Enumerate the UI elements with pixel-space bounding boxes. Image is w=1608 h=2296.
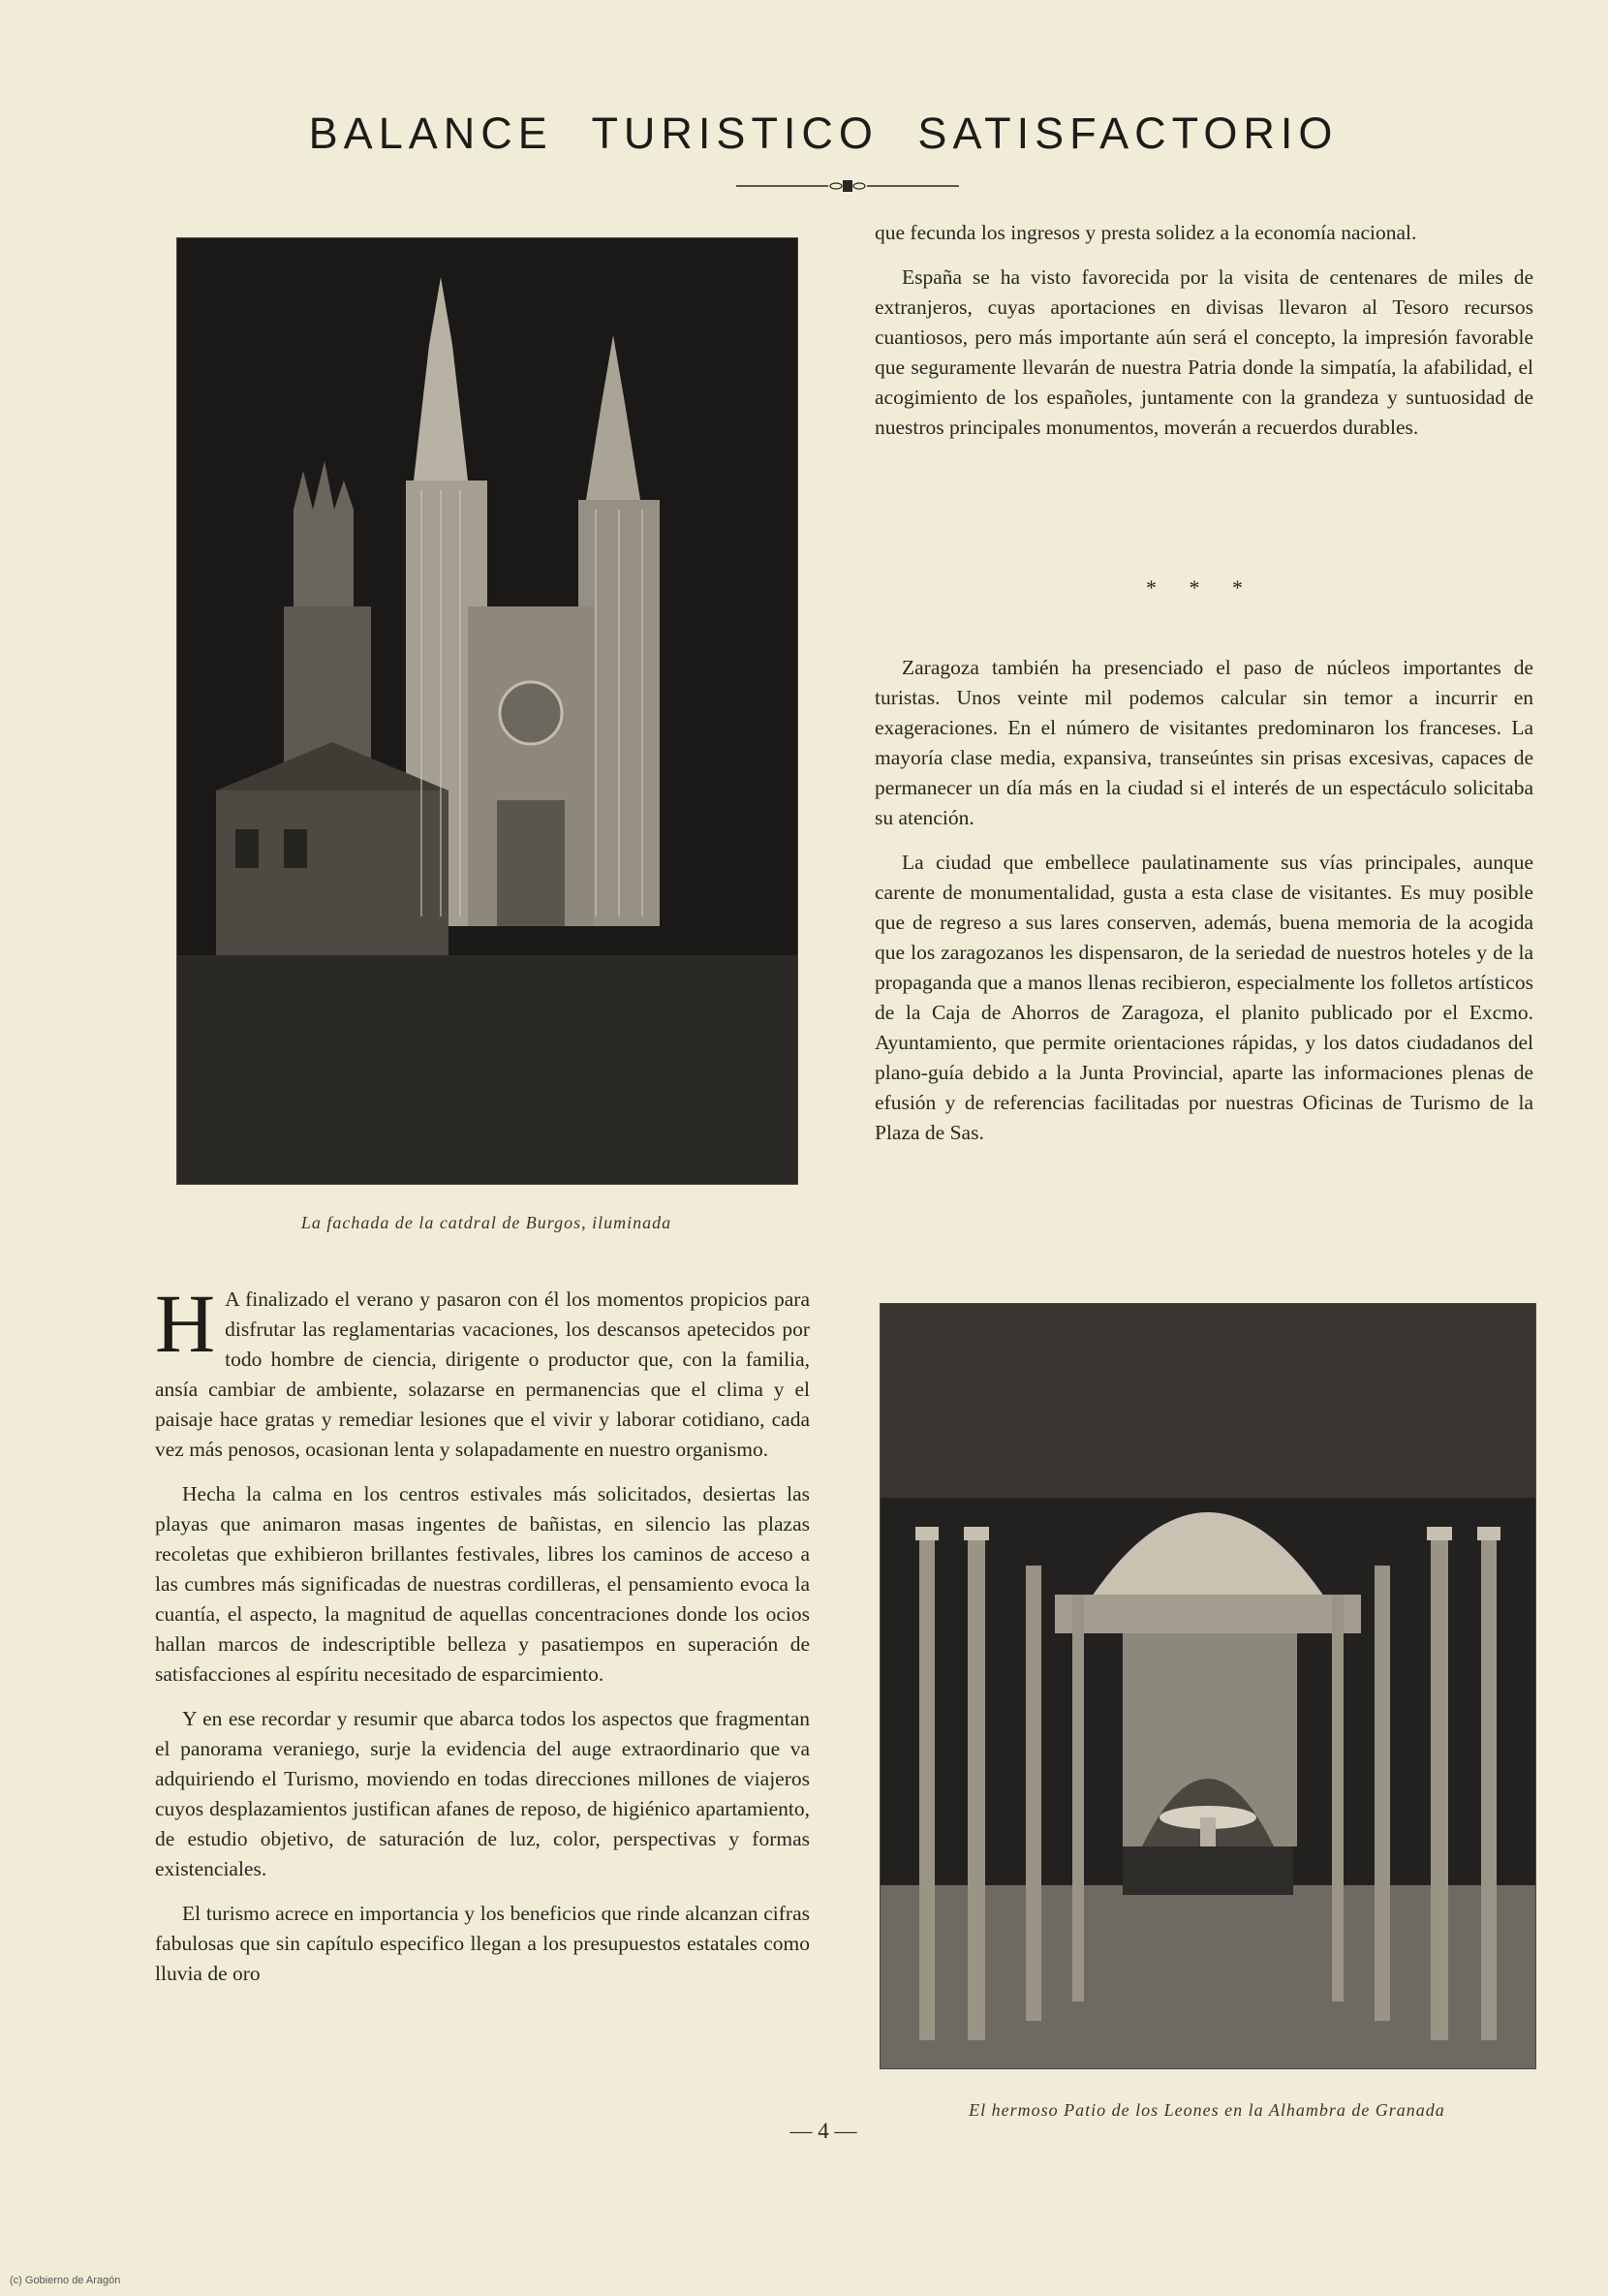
article-column-right-top	[875, 218, 1533, 457]
alhambra-photo-caption: El hermoso Patio de los Leones en la Alhambra de Granada	[969, 2100, 1445, 2120]
burgos-photo-caption: La fachada de la catdral de Burgos, iluminada	[300, 1213, 672, 1232]
paragraph: Zaragoza también ha presenciado el paso de núcleos importantes de turistas. Unos veinte mil podemos calcular sin temor a incurrir en exageraciones. En el número de visitantes predominaron los franceses. La mayoría clase media, expansiva, transeúntes sin prisas excesivas, capaces de permanecer un día más en la ciudad si el interés de un espectáculo solicitaba su atención.	[875, 656, 1533, 829]
paragraph: El turismo acrece en importancia y los beneficios que rinde alcanzan cifras fabulosas que sin capítulo especifico llegan a los presupuestos estatales como lluvia de oro	[155, 1902, 810, 1985]
alhambra-patio-photo	[880, 1303, 1536, 2069]
paragraph: que fecunda los ingresos y presta solidez a la economía nacional.	[875, 221, 1417, 244]
paragraph: La ciudad que embellece paulatinamente sus vías principales, aunque carente de monumentalidad, gusta a esta clase de visitantes. Es muy posible que de regreso a sus lares conserven, además, buena memoria de la acogida que los zaragozanos les dispensaron, de la seriedad de nuestros hoteles y de la propaganda que a manos llenas recibieron, especialmente los folletos artísticos de la Caja de Ahorros de Zaragoza, el planito publicado por el Excmo. Ayuntamiento, que permite orientaciones rápidas, y los datos ciudadanos del plano-guía debido a la Junta Provincial, aparte las informaciones plenas de efusión y de referencias facilitadas por nuestras Oficinas de Turismo de la Plaza de Sas.	[875, 851, 1533, 1144]
title-ornament	[736, 176, 959, 196]
page-number: — 4 —	[789, 2119, 857, 2143]
paragraph-text: A finalizado el verano y pasaron con él los momentos propicios para disfrutar las reglamentarias vacaciones, los descansos apetecidos por todo hombre de ciencia, dirigente o productor que, con la familia, ansía cambiar de ambiente, solazarse en permanencias que el clima y el paisaje hace gratas y remediar lesiones que el vivir y laborar cotidiano, cada vez más penosos, ocasionan lenta y solapadamente en nuestro organismo.	[155, 1288, 810, 1461]
drop-cap: H	[155, 1277, 216, 1370]
article-column-right-middle	[875, 653, 1533, 1163]
page-title: BALANCE TURISTICO SATISFACTORIO	[308, 109, 1339, 158]
paragraph: España se ha visto favorecida por la visita de centenares de miles de extranjeros, cuyas aportaciones en divisas llevaron al Tesoro recursos cuantiosos, pero más importante aún será el concepto, la impresión favorable que seguramente llevarán de nuestra Patria donde la simpatía, la afabilidad, el acogimiento de los españoles, juntamente con la grandeza y suntuosidad de nuestros principales monumentos, moverán a recuerdos durables.	[875, 265, 1533, 439]
copyright-credit: (c) Gobierno de Aragón	[10, 2275, 121, 2286]
burgos-cathedral-photo	[176, 237, 798, 1185]
paragraph: Hecha la calma en los centros estivales más solicitados, desiertas las playas que animaron masas ingentes de bañistas, en silencio las plazas recoletas que exhibieron brillantes festivales, libres los caminos de acceso a las cumbres más significadas de nuestras cordilleras, el pensamiento evoca la cuantía, el aspecto, la magnitud de aquellas concentraciones donde los ocios hallan marcos de indescriptible belleza y pasatiempos en superación de satisfacciones al espíritu necesitado de esparcimiento.	[155, 1482, 810, 1686]
paragraph-with-dropcap	[155, 1277, 810, 1465]
article-column-left	[155, 1277, 810, 2003]
paragraph: Y en ese recordar y resumir que abarca todos los aspectos que fragmentan el panorama veraniego, surje la evidencia del auge extraordinario que va adquiriendo el Turismo, moviendo en todas direcciones millones de viajeros cuyos desplazamientos justifican afanes de reposo, de higiénico apartamiento, de estudio objetivo, de saturación de luz, color, perspectivas y formas existenciales.	[155, 1707, 810, 1880]
section-separator: * * *	[1146, 575, 1256, 600]
